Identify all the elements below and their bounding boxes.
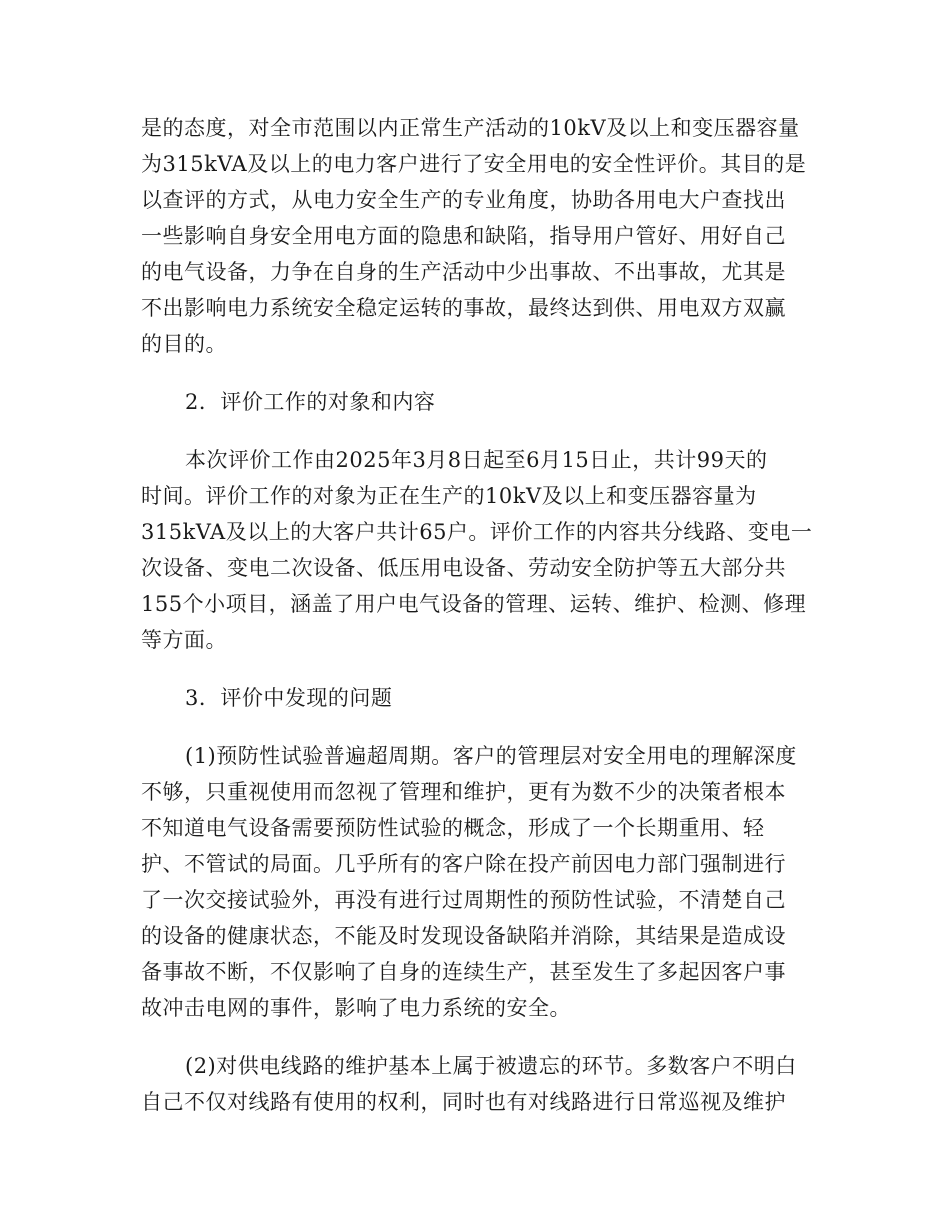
text-line: 以查评的方式，从电力安全生产的专业角度，协助各用电大户查找出	[141, 188, 786, 212]
spacer	[141, 1026, 811, 1048]
text-line: 的目的。	[141, 332, 227, 356]
text-line: 本次评价工作由2025年3月8日起至6月15日止，共计99天的	[185, 448, 768, 472]
text-line: 自己不仅对线路有使用的权利，同时也有对线路进行日常巡视及维护	[141, 1090, 786, 1114]
text-line: 了一次交接试验外，再没有进行过周期性的预防性试验，不清楚自己	[141, 888, 786, 912]
text-line: 护、不管试的局面。几乎所有的客户除在投产前因电力部门强制进行	[141, 852, 786, 876]
paragraph	[141, 738, 811, 1026]
text-line: 次设备、变电二次设备、低压用电设备、劳动安全防护等五大部分共	[141, 556, 786, 580]
spacer	[141, 716, 811, 738]
text-line: (2)对供电线路的维护基本上属于被遗忘的环节。多数客户不明白	[185, 1054, 797, 1078]
spacer	[141, 362, 811, 384]
text-line: (1)预防性试验普遍超周期。客户的管理层对安全用电的理解深度	[185, 744, 797, 768]
text-line: 的电气设备，力争在自身的生产活动中少出事故、不出事故，尤其是	[141, 260, 786, 284]
text-line: 为315kVA及以上的电力客户进行了安全用电的安全性评价。其目的是	[141, 152, 807, 176]
text-line: 不知道电气设备需要预防性试验的概念，形成了一个长期重用、轻	[141, 816, 765, 840]
document-body	[141, 110, 811, 1120]
text-line: 故冲击电网的事件，影响了电力系统的安全。	[141, 996, 571, 1020]
text-line: 等方面。	[141, 628, 227, 652]
text-line: 的设备的健康状态，不能及时发现设备缺陷并消除，其结果是造成设	[141, 924, 786, 948]
paragraph	[141, 442, 811, 658]
spacer	[141, 658, 811, 680]
text-line: 是的态度，对全市范围以内正常生产活动的10kV及以上和变压器容量	[141, 116, 800, 140]
section-heading: 2．评价工作的对象和内容	[185, 390, 436, 414]
text-line: 一些影响自身安全用电方面的隐患和缺陷，指导用户管好、用好自己	[141, 224, 786, 248]
text-line: 备事故不断，不仅影响了自身的连续生产，甚至发生了多起因客户事	[141, 960, 786, 984]
text-line: 155个小项目，涵盖了用户电气设备的管理、运转、维护、检测、修理	[141, 592, 807, 616]
paragraph	[141, 110, 811, 362]
text-line: 不出影响电力系统安全稳定运转的事故，最终达到供、用电双方双赢	[141, 296, 786, 320]
spacer	[141, 420, 811, 442]
text-line: 不够，只重视使用而忽视了管理和维护，更有为数不少的决策者根本	[141, 780, 786, 804]
section-heading: 3．评价中发现的问题	[185, 686, 393, 710]
text-line: 时间。评价工作的对象为正在生产的10kV及以上和变压器容量为	[141, 484, 757, 508]
paragraph	[141, 1048, 811, 1120]
text-line: 315kVA及以上的大客户共计65户。评价工作的内容共分线路、变电一	[141, 520, 813, 544]
